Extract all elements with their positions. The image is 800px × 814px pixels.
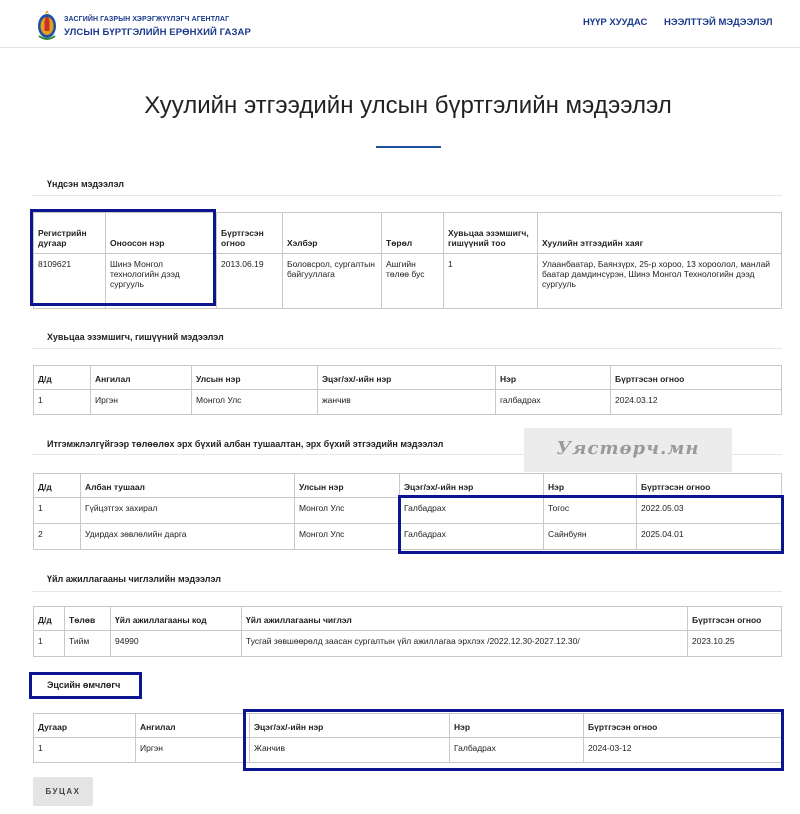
table-cell: Шинэ Монгол технологийн дээд сургууль xyxy=(106,254,217,309)
table-cell: 2024-03-12 xyxy=(584,738,782,763)
table-cell: Галбадрах xyxy=(450,738,584,763)
col-header: Үйл ажиллагааны чиглэл xyxy=(242,607,688,631)
table-cell: 2023.10.25 xyxy=(688,631,782,657)
table-row xyxy=(34,524,782,550)
col-header: Нэр xyxy=(496,366,611,390)
col-header: Бүртгэсэн огноо xyxy=(611,366,782,390)
table-cell: Монгол Улс xyxy=(295,498,400,524)
col-header: Бүртгэсэн огноо xyxy=(217,213,283,254)
col-header: Албан тушаал xyxy=(81,474,295,498)
table-cell: Галбадрах xyxy=(400,498,544,524)
table-header-row xyxy=(34,474,782,498)
table-cell: 2 xyxy=(34,524,81,550)
col-header: Ангилал xyxy=(91,366,192,390)
table-cell: 2025.04.01 xyxy=(637,524,782,550)
activities-title: Үйл ажиллагааны чиглэлийн мэдээлэл xyxy=(47,574,221,584)
table-cell: Тусгай зөвшөөрөлд заасан сургалтын үйл ажиллагаа эрхлэх /2022.12.30-2027.12.30/ xyxy=(242,631,688,657)
col-header: Төлөв xyxy=(65,607,111,631)
table-cell: 8109621 xyxy=(34,254,106,309)
col-header: Нэр xyxy=(544,474,637,498)
activities-table xyxy=(33,606,782,657)
col-header: Оноосон нэр xyxy=(106,213,217,254)
nav-home-link[interactable]: НҮҮР ХУУДАС xyxy=(583,17,648,28)
table-cell: 94990 xyxy=(111,631,242,657)
table-header-row xyxy=(34,366,782,390)
officials-table xyxy=(33,473,782,550)
table-header-row xyxy=(34,714,782,738)
col-header: Дугаар xyxy=(34,714,136,738)
table-cell: Тогос xyxy=(544,498,637,524)
watermark-text: Уястөрч.мн xyxy=(556,438,700,459)
col-header: Улсын нэр xyxy=(295,474,400,498)
table-cell: Галбадрах xyxy=(400,524,544,550)
col-header: Хувьцаа эзэмшигч, гишүүний тоо xyxy=(444,213,538,254)
table-cell: Удирдах зөвлөлийн дарга xyxy=(81,524,295,550)
table-row xyxy=(34,390,782,415)
col-header: Регистрийн дугаар xyxy=(34,213,106,254)
col-header: Үйл ажиллагааны код xyxy=(111,607,242,631)
table-cell: галбадрах xyxy=(496,390,611,415)
back-button[interactable]: БУЦАХ xyxy=(33,777,93,806)
page-title: Хуулийн этгээдийн улсын бүртгэлийн мэдээлэл xyxy=(144,92,672,119)
shareholders-title: Хувьцаа эзэмшигч, гишүүний мэдээлэл xyxy=(47,332,224,342)
table-cell: Боловсрол, сургалтын байгууллага xyxy=(283,254,382,309)
basic-info-table xyxy=(33,212,782,309)
table-header-row xyxy=(34,213,782,254)
col-header: Ангилал xyxy=(136,714,250,738)
table-cell: 1 xyxy=(34,390,91,415)
table-cell: Тийм xyxy=(65,631,111,657)
table-row xyxy=(34,498,782,524)
table-cell: 2022.05.03 xyxy=(637,498,782,524)
watermark-logo xyxy=(524,428,732,472)
col-header: Хэлбэр xyxy=(283,213,382,254)
ultimate-owner-table xyxy=(33,713,782,763)
col-header: Хуулийн этгээдийн хаяг xyxy=(538,213,782,254)
col-header: Д/д xyxy=(34,366,91,390)
table-row xyxy=(34,254,782,309)
state-emblem-icon[interactable] xyxy=(36,9,58,41)
table-cell: Иргэн xyxy=(91,390,192,415)
table-cell: жанчив xyxy=(318,390,496,415)
section-header-basic xyxy=(32,170,782,196)
nav-public-info-link[interactable]: НЭЭЛТТЭЙ МЭДЭЭЛЭЛ xyxy=(664,17,773,28)
table-cell: 1 xyxy=(34,631,65,657)
title-underline xyxy=(376,146,441,148)
col-header: Бүртгэсэн огноо xyxy=(688,607,782,631)
table-cell: Иргэн xyxy=(136,738,250,763)
table-cell: Монгол Улс xyxy=(192,390,318,415)
col-header: Д/д xyxy=(34,607,65,631)
table-cell: Ашгийн төлөө бус xyxy=(382,254,444,309)
table-cell: 2024.03.12 xyxy=(611,390,782,415)
officials-title: Итгэмжлэлгүйгээр төлөөлөх эрх бүхий албан тушаалтан, эрх бүхий этгээдийн мэдээлэл xyxy=(47,439,444,449)
table-row xyxy=(34,738,782,763)
table-cell: 1 xyxy=(34,738,136,763)
site-header xyxy=(0,0,800,48)
col-header: Нэр xyxy=(450,714,584,738)
col-header: Эцэг/эх/-ийн нэр xyxy=(318,366,496,390)
ultimate-owner-title: Эцсийн өмчлөгч xyxy=(47,680,121,690)
shareholders-table xyxy=(33,365,782,415)
table-cell: Гүйцэтгэх захирал xyxy=(81,498,295,524)
table-cell: 2013.06.19 xyxy=(217,254,283,309)
table-cell: Жанчив xyxy=(250,738,450,763)
agency-name: УЛСЫН БҮРТГЭЛИЙН ЕРӨНХИЙ ГАЗАР xyxy=(64,27,251,38)
table-cell: Сайнбуян xyxy=(544,524,637,550)
basic-info-title: Үндсэн мэдээлэл xyxy=(47,179,124,189)
col-header: Бүртгэсэн огноо xyxy=(584,714,782,738)
table-cell: 1 xyxy=(444,254,538,309)
col-header: Улсын нэр xyxy=(192,366,318,390)
col-header: Д/д xyxy=(34,474,81,498)
col-header: Бүртгэсэн огноо xyxy=(637,474,782,498)
table-header-row xyxy=(34,607,782,631)
agency-subtitle: ЗАСГИЙН ГАЗРЫН ХЭРЭГЖҮҮЛЭГЧ АГЕНТЛАГ xyxy=(64,16,230,23)
col-header: Эцэг/эх/-ийн нэр xyxy=(400,474,544,498)
table-cell: Улаанбаатар, Баянзүрх, 25-р хороо, 13 хороолол, манлай баатар дамдинсүрэн, Шинэ Монгол Технологийн дээд сургууль xyxy=(538,254,782,309)
table-cell: Монгол Улс xyxy=(295,524,400,550)
table-row xyxy=(34,631,782,657)
table-cell: 1 xyxy=(34,498,81,524)
col-header: Төрөл xyxy=(382,213,444,254)
col-header: Эцэг/эх/-ийн нэр xyxy=(250,714,450,738)
